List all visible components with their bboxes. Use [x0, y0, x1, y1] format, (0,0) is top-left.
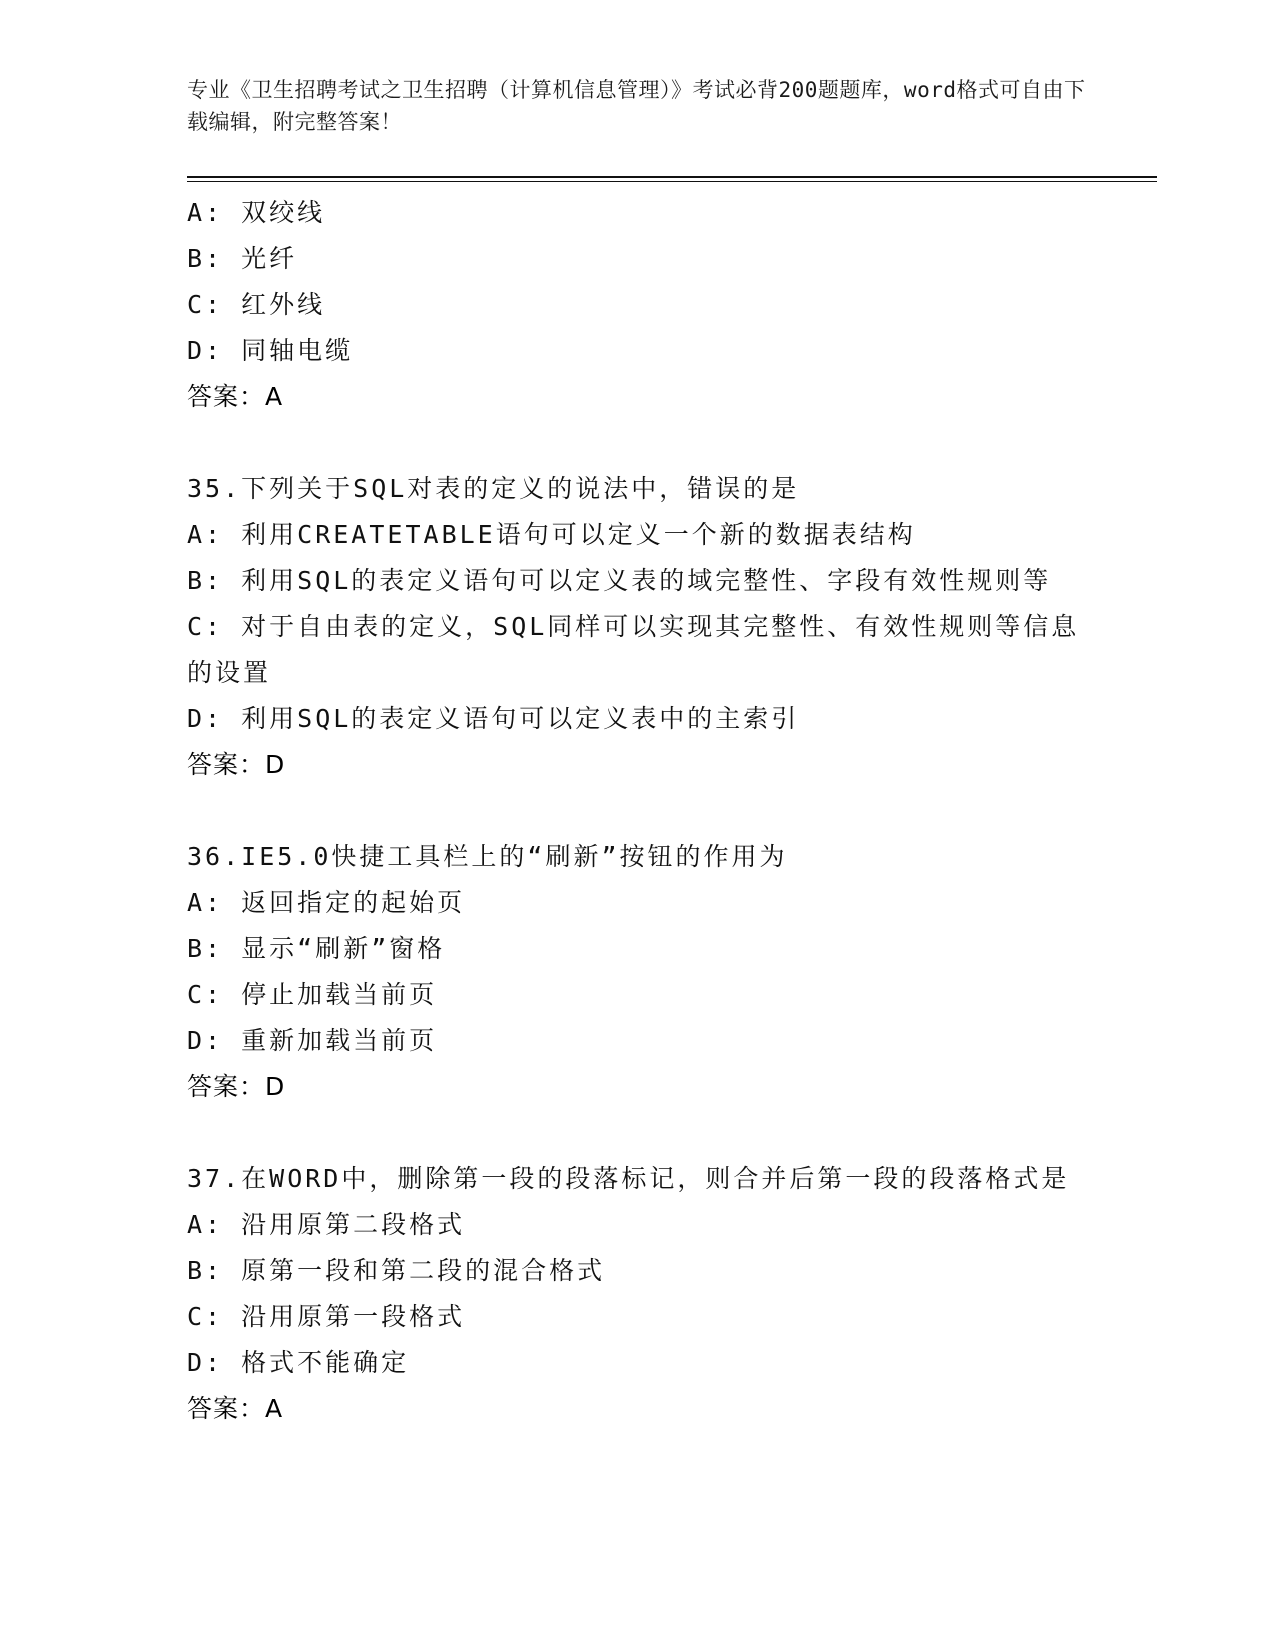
- question-stem: 36.IE5.0快捷工具栏上的“刷新”按钮的作用为: [187, 842, 788, 871]
- option-b: B: 利用SQL的表定义语句可以定义表的域完整性、字段有效性规则等: [187, 566, 1052, 595]
- option-c: C: 对于自由表的定义，SQL同样可以实现其完整性、有效性规则等信息的设置: [187, 612, 1080, 687]
- document-content: [187, 190, 1087, 1432]
- option-d: D: 同轴电缆: [187, 336, 354, 365]
- answer: 答案：A: [187, 382, 284, 411]
- option-b: B: 显示“刷新”窗格: [187, 934, 446, 963]
- question-stem: 37.在WORD中，删除第一段的段落标记，则合并后第一段的段落格式是: [187, 1164, 1070, 1193]
- option-c: C: 沿用原第一段格式: [187, 1302, 466, 1331]
- question-34: [187, 190, 1087, 420]
- question-35: [187, 466, 1087, 788]
- option-d: D: 利用SQL的表定义语句可以定义表中的主索引: [187, 704, 800, 733]
- option-a: A: 双绞线: [187, 198, 326, 227]
- option-b: B: 原第一段和第二段的混合格式: [187, 1256, 606, 1285]
- question-stem: 35.下列关于SQL对表的定义的说法中，错误的是: [187, 474, 800, 503]
- answer: 答案：A: [187, 1394, 284, 1423]
- option-d: D: 格式不能确定: [187, 1348, 410, 1377]
- option-c: C: 停止加载当前页: [187, 980, 438, 1009]
- option-d: D: 重新加载当前页: [187, 1026, 438, 1055]
- page-header: 专业《卫生招聘考试之卫生招聘（计算机信息管理）》考试必背200题题库，word格式可自由下载编辑，附完整答案！: [187, 78, 1086, 134]
- option-a: A: 沿用原第二段格式: [187, 1210, 466, 1239]
- option-c: C: 红外线: [187, 290, 326, 319]
- option-b: B: 光纤: [187, 244, 298, 273]
- answer: 答案：D: [187, 1072, 286, 1101]
- option-a: A: 返回指定的起始页: [187, 888, 466, 917]
- header-rule: [187, 176, 1157, 182]
- answer: 答案：D: [187, 750, 286, 779]
- option-a: A: 利用CREATETABLE语句可以定义一个新的数据表结构: [187, 520, 916, 549]
- question-36: [187, 834, 1087, 1110]
- question-37: [187, 1156, 1087, 1432]
